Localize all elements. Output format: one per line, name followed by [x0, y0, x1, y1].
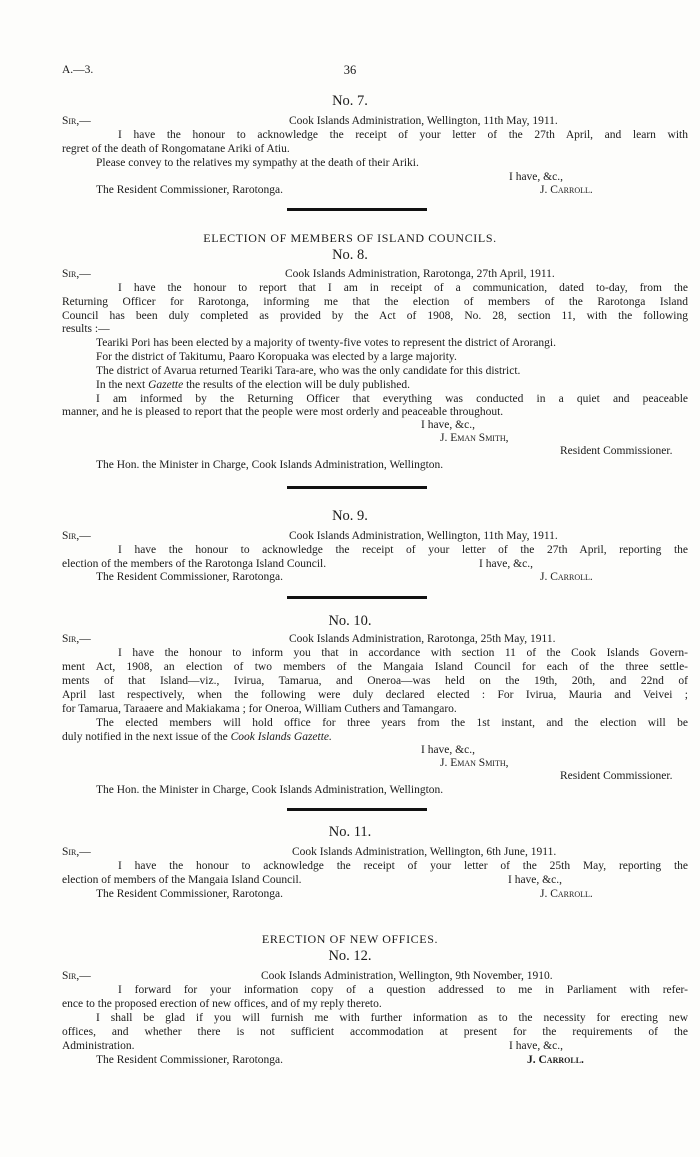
body-line: I have the honour to acknowledge the receipt of your letter of the 25th May, reporting the [118, 860, 688, 872]
page-ref: A.—3. [62, 64, 94, 76]
signature: J. Carroll. [540, 184, 593, 196]
body-line: ence to the proposed erection of new offices, and of my reply thereto. [62, 998, 382, 1010]
section-heading: ELECTION OF MEMBERS OF ISLAND COUNCILS. [203, 231, 497, 245]
salutation: Sir,— [62, 268, 91, 280]
signature: J. Carroll. [527, 1054, 584, 1066]
body-line: election of members of the Mangaia Island Council. [62, 874, 302, 886]
body-line: manner, and he is pleased to report that the people were most orderly and peaceable throughout. [62, 406, 504, 418]
body-line: Administration. [62, 1040, 135, 1052]
page-number: 36 [343, 63, 357, 77]
body-line: I have the honour to report that I am in receipt of a communication, dated to-day, from the [118, 282, 688, 294]
body-line: The district of Avarua returned Teariki Tara-are, who was the only candidate for this district. [96, 365, 521, 377]
signature: J. Carroll. [540, 888, 593, 900]
dateline: Cook Islands Administration, Wellington, 11th May, 1911. [289, 115, 558, 127]
section-heading: ERECTION OF NEW OFFICES. [261, 932, 439, 946]
body-line: Teariki Pori has been elected by a majority of twenty-five votes to represent the district of Arorangi. [96, 337, 557, 349]
body-line: In the next Gazette the results of the election will be duly published. [96, 379, 410, 391]
dateline: Cook Islands Administration, Rarotonga, 27th April, 1911. [285, 268, 555, 280]
body-line: I have the honour to acknowledge the receipt of your letter of the 27th April, and learn with [118, 129, 688, 141]
section-divider [287, 486, 427, 489]
body-line: I have the honour to inform you that in accordance with section 11 of the Cook Islands Govern- [118, 647, 688, 659]
salutation: Sir,— [62, 970, 91, 982]
salutation: Sir,— [62, 115, 91, 127]
signature: J. Eman Smith, [440, 432, 509, 444]
dateline: Cook Islands Administration, Wellington, 6th June, 1911. [292, 846, 557, 858]
section-divider [287, 808, 427, 811]
addressee: The Resident Commissioner, Rarotonga. [96, 184, 284, 196]
closing: I have, &c., [508, 874, 562, 886]
body-line: duly notified in the next issue of the Cook Islands Gazette. [62, 731, 332, 743]
signature: J. Carroll. [540, 571, 593, 583]
body-line: election of the members of the Rarotonga Island Council. [62, 558, 327, 570]
body-line: regret of the death of Rongomatane Ariki of Atiu. [62, 143, 290, 155]
body-line: results :— [62, 323, 110, 335]
body-line: For the district of Takitumu, Paaro Koropuaka was elected by a large majority. [96, 351, 457, 363]
closing: I have, &c., [479, 558, 533, 570]
body-line: I am informed by the Returning Officer that everything was conducted in a quiet and peaceable [96, 393, 688, 405]
letter-number: No. 10. [328, 613, 372, 629]
closing: I have, &c., [509, 171, 563, 183]
addressee: The Resident Commissioner, Rarotonga. [96, 1054, 284, 1066]
body-line: The elected members will hold office for three years from the 1st instant, and the election will be [96, 717, 688, 729]
signature: J. Eman Smith, [440, 757, 509, 769]
letter-number: No. 12. [328, 948, 372, 964]
signature-title: Resident Commissioner. [560, 770, 673, 782]
body-line: offices, and whether there is not sufficient accommodation at present for the requirements of the [62, 1026, 688, 1038]
closing: I have, &c., [421, 419, 475, 431]
body-line: I forward for your information copy of a question addressed to me in Parliament with refer- [118, 984, 688, 996]
addressee: The Hon. the Minister in Charge, Cook Islands Administration, Wellington. [96, 459, 444, 471]
dateline: Cook Islands Administration, Rarotonga, 25th May, 1911. [289, 633, 556, 645]
section-divider [287, 596, 427, 599]
addressee: The Resident Commissioner, Rarotonga. [96, 571, 284, 583]
signature-title: Resident Commissioner. [560, 445, 673, 457]
dateline: Cook Islands Administration, Wellington, 11th May, 1911. [289, 530, 558, 542]
body-line: Returning Officer for Rarotonga, informing me that the election of members of the Rarotonga Island [62, 296, 688, 308]
body-line: April last respectively, when the following were duly declared elected : For Ivirua, Mauria and Veivei ; [62, 689, 688, 701]
body-line: for Tamarua, Taraaere and Makiakama ; for Oneroa, William Cuthers and Tamangaro. [62, 703, 457, 715]
body-line: ment Act, 1908, an election of two members of the Mangaia Island Council for each of the three settle- [62, 661, 688, 673]
closing: I have, &c., [509, 1040, 563, 1052]
salutation: Sir,— [62, 530, 91, 542]
salutation: Sir,— [62, 633, 91, 645]
dateline: Cook Islands Administration, Wellington, 9th November, 1910. [261, 970, 553, 982]
body-line: Please convey to the relatives my sympathy at the death of their Ariki. [96, 157, 419, 169]
letter-number: No. 9. [332, 508, 368, 524]
closing: I have, &c., [421, 744, 475, 756]
body-line: I have the honour to acknowledge the receipt of your letter of the 27th April, reporting the [118, 544, 688, 556]
addressee: The Hon. the Minister in Charge, Cook Islands Administration, Wellington. [96, 784, 444, 796]
section-divider [287, 208, 427, 211]
salutation: Sir,— [62, 846, 91, 858]
body-line: ments of that Island—viz., Ivirua, Tamarua, and Oneroa—was held on the 19th, 20th, and 22nd of [62, 675, 688, 687]
letter-number: No. 11. [328, 824, 372, 840]
body-line: I shall be glad if you will furnish me with further information as to the necessity for erecting new [96, 1012, 688, 1024]
addressee: The Resident Commissioner, Rarotonga. [96, 888, 284, 900]
letter-number: No. 7. [332, 93, 368, 109]
letter-number: No. 8. [332, 247, 368, 263]
body-line: Council has been duly completed as provided by the Act of 1908, No. 28, section 11, with the following [62, 310, 688, 322]
